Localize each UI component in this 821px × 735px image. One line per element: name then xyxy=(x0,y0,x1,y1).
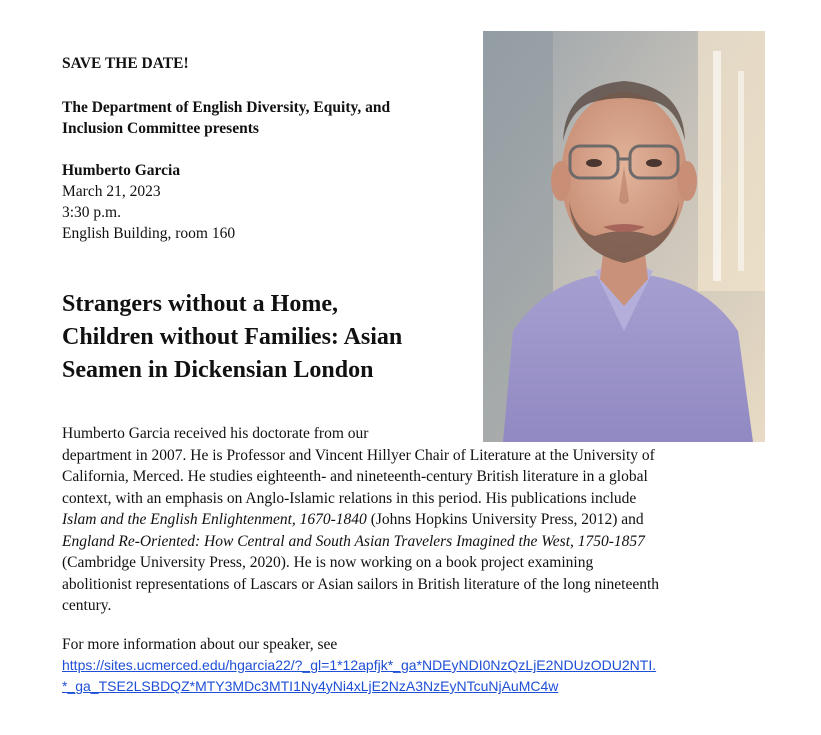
talk-title xyxy=(62,288,472,387)
bio-line: context, with an emphasis on Anglo-Islamic relations in this period. His publications include xyxy=(62,489,637,507)
more-info xyxy=(62,634,656,697)
bio-line: California, Merced. He studies eighteenth- and nineteenth-century British literature in a global xyxy=(62,468,648,485)
talk-title-line: Children without Families: Asian xyxy=(62,324,403,350)
book2-publisher: (Cambridge University Press, 2020). He is now working on a book project examining xyxy=(62,554,594,571)
event-details xyxy=(62,160,235,244)
bio-line: department in 2007. He is Professor and Vincent Hillyer Chair of Literature at the University of xyxy=(62,446,655,464)
event-date: March 21, 2023 xyxy=(62,183,161,200)
save-the-date-heading: SAVE THE DATE! xyxy=(62,55,189,72)
bio-line-book2 xyxy=(62,531,782,553)
more-info-label: For more information about our speaker, see xyxy=(62,636,338,653)
speaker-portrait-illustration xyxy=(483,31,765,442)
speaker-bio xyxy=(62,423,782,617)
speaker-url-line[interactable]: https://sites.ucmerced.edu/hgarcia22/?_gl=1*12apfjk*_ga*NDEyNDI0NzQzLjE2NDUzODU2NTI. xyxy=(62,657,657,673)
bio-line-book1 xyxy=(62,509,782,531)
speaker-url-line[interactable]: *_ga_TSE2LSBDQZ*MTY3MDc3MTI1Ny4yNi4xLjE2NzA3NzEyNTcuNjAuMC4w xyxy=(62,678,559,694)
speaker-url-link-continued[interactable] xyxy=(62,676,656,697)
presenter-heading xyxy=(62,97,467,139)
speaker-url-link[interactable] xyxy=(62,655,656,676)
book1-title: Islam and the English Enlightenment, 1670-1840 xyxy=(62,511,367,528)
speaker-name: Humberto Garcia xyxy=(62,162,181,179)
event-location: English Building, room 160 xyxy=(62,225,236,242)
talk-title-line: Seamen in Dickensian London xyxy=(62,357,374,383)
event-time: 3:30 p.m. xyxy=(62,204,121,221)
book1-publisher: (Johns Hopkins University Press, 2012) and xyxy=(366,511,644,528)
bio-line: Humberto Garcia received his doctorate from our xyxy=(62,425,369,442)
bio-line: abolitionist representations of Lascars or Asian sailors in British literature of the long nineteenth xyxy=(62,575,660,593)
presenter-line: Inclusion Committee presents xyxy=(62,120,259,137)
bio-line: century. xyxy=(62,597,112,614)
presenter-line: The Department of English Diversity, Equity, and xyxy=(62,99,391,116)
speaker-photo xyxy=(483,31,765,442)
talk-title-line: Strangers without a Home, xyxy=(62,291,338,317)
book2-title: England Re-Oriented: How Central and South Asian Travelers Imagined the West, 1750-1857 xyxy=(62,532,645,550)
